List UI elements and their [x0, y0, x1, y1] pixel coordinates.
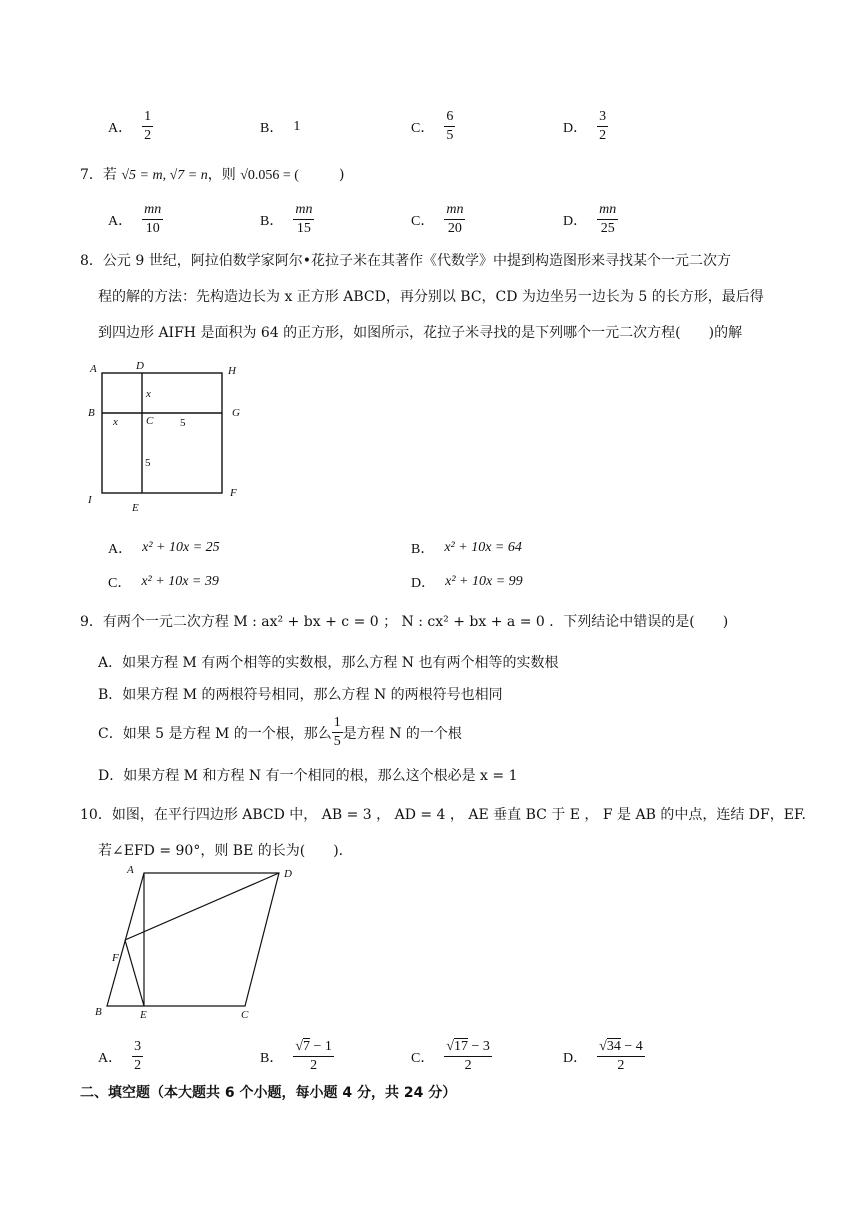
q7-option-b: B． $\frac{mn}{15}$	[260, 202, 313, 236]
q10-option-d: D． $\frac{√34 - 4}{2}$	[563, 1039, 643, 1073]
q9-option-b: B．如果方程 M 的两根符号相同，那么方程 N 的两根符号也相同	[98, 687, 503, 703]
q7-stem: 7．若 √5 = m, √7 = n，则 √0.056 = ( )	[80, 167, 345, 183]
label-b: B	[95, 1006, 102, 1018]
segment-fd	[125, 873, 279, 940]
q9-stem: 9．有两个一元二次方程 M : ax² + bx + c = 0 ； N : cx² + bx + a = 0 ．下列结论中错误的是( )	[80, 614, 729, 630]
q10-line2: 若∠EFD = 90°，则 BE 的长为( )．	[98, 843, 353, 859]
label-e: E	[132, 502, 139, 514]
q8-option-c: C． x² + 10x = 39	[108, 574, 219, 591]
q8-line1: 8．公元 9 世纪，阿拉伯数学家阿尔•花拉子米在其著作《代数学》中提到构造图形来寻找某个一元二次方	[80, 253, 731, 269]
label-5-vertical: 5	[145, 457, 151, 469]
label-f: F	[112, 952, 119, 964]
label-f: F	[230, 487, 237, 499]
fraction: $\frac{6}{5}$	[446, 109, 454, 143]
q10-parallelogram-figure	[85, 860, 315, 1025]
q7-option-a: A． $\frac{mn}{10}$	[108, 202, 162, 236]
q10-option-c: C． $\frac{√17 - 3}{2}$	[411, 1039, 490, 1073]
label-d: D	[284, 868, 292, 880]
q8-option-d: D． x² + 10x = 99	[411, 574, 523, 591]
label-i: I	[88, 494, 92, 506]
label-d: D	[136, 360, 144, 372]
label-5-horizontal: 5	[180, 417, 186, 429]
label-x-horizontal: x	[113, 416, 118, 428]
q7-option-c: C． $\frac{mn}{20}$	[411, 202, 464, 236]
q10-option-a: A． $\frac{3}{2}$	[98, 1039, 142, 1073]
q9-option-a: A．如果方程 M 有两个相等的实数根，那么方程 N 也有两个相等的实数根	[98, 655, 559, 671]
q6-option-c: C． $\frac{6}{5}$	[411, 109, 454, 143]
q9-option-d: D．如果方程 M 和方程 N 有一个相同的根，那么这个根必是 x = 1	[98, 768, 518, 784]
q6-option-a: A． $\frac{1}{2}$	[108, 109, 152, 143]
label-c: C	[241, 1009, 249, 1021]
segment-fe	[125, 940, 144, 1006]
q10-line1: 10．如图，在平行四边形 ABCD 中， AB = 3 ， AD = 4 ， AE 垂直 BC 于 E ， F 是 AB 的中点，连结 DF，EF.	[80, 807, 806, 823]
label-e: E	[140, 1009, 147, 1021]
label-a: A	[127, 864, 134, 876]
q8-option-b: B． x² + 10x = 64	[411, 540, 522, 557]
label-x-vertical: x	[146, 388, 151, 400]
label-b: B	[88, 407, 95, 419]
q7-option-d: D． $\frac{mn}{25}$	[563, 202, 617, 236]
q6-option-d: D． $\frac{3}{2}$	[563, 109, 607, 143]
fraction: $\frac{3}{2}$	[599, 109, 607, 143]
section-heading: 二、填空题（本大题共 6 个小题，每小题 4 分，共 24 分）	[80, 1085, 457, 1101]
label-h: H	[228, 365, 236, 377]
q10-option-b: B． $\frac{√7 - 1}{2}$	[260, 1039, 332, 1073]
q9-option-c: C．如果 5 是方程 M 的一个根，那么 $\frac{1}{5}$ 是方程 N 的一个根	[98, 715, 462, 749]
fraction: $\frac{1}{2}$	[144, 109, 152, 143]
label-a: A	[90, 363, 97, 375]
outer-square	[102, 373, 222, 493]
parallelogram-abcd	[107, 873, 279, 1006]
q8-line3: 到四边形 AIFH 是面积为 64 的正方形，如图所示，花拉子米寻找的是下列哪个一元二次方程( )的解	[98, 325, 743, 341]
label-c: C	[146, 415, 154, 427]
label-g: G	[232, 407, 240, 419]
q8-option-a: A． x² + 10x = 25	[108, 540, 220, 557]
q8-square-figure	[80, 355, 260, 515]
q6-option-b: B． 1	[260, 119, 301, 136]
q8-line2: 程的解的方法：先构造边长为 x 正方形 ABCD，再分别以 BC，CD 为边坐另一边长为 5 的长方形，最后得	[98, 289, 764, 305]
